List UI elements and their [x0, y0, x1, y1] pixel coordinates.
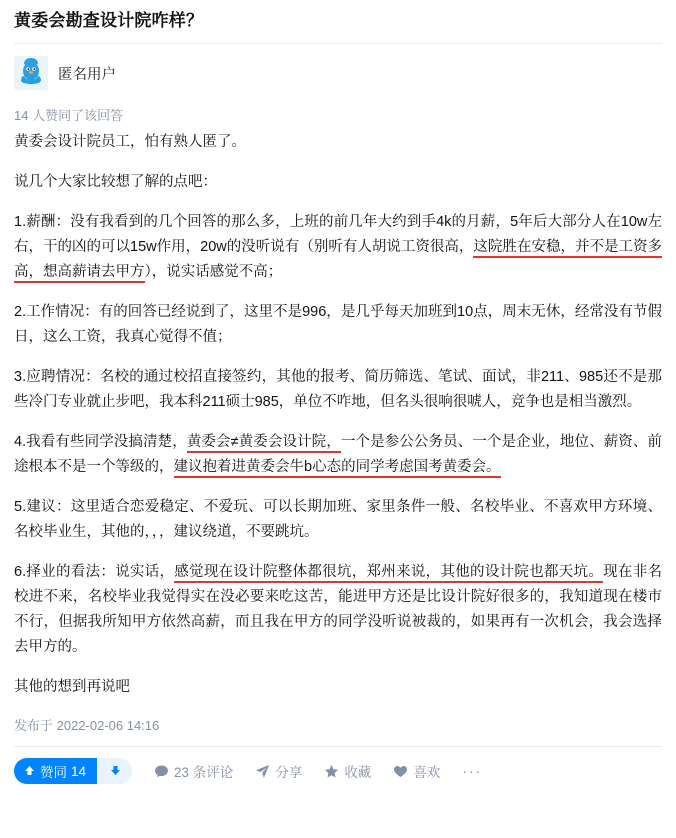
- more-options-button[interactable]: ···: [462, 763, 483, 779]
- answer-content: [14, 130, 662, 700]
- publish-time: 发布于 2022-02-06 14:16: [14, 718, 160, 733]
- paragraph: 黄委会设计院员工，怕有熟人匿了。: [14, 134, 246, 150]
- footer-divider: [14, 746, 662, 747]
- upvote-button[interactable]: [14, 758, 97, 784]
- page-title: 黄委会勘查设计院咋样？: [14, 11, 204, 30]
- paragraph: 5.建议：这里适合恋爱稳定、不爱玩、可以长期加班、家里条件一般、名校毕业、不喜欢甲方环境、名校毕业生，其他的，，，建议绕道，不要跳坑。: [14, 499, 662, 540]
- favorite-button[interactable]: [324, 761, 371, 781]
- highlight-underline: 建议抱着进黄委会牛b心态的同学考虑国考黄委会。: [174, 459, 501, 478]
- heart-icon: [393, 764, 408, 779]
- paragraph-salary: 1.薪酬：没有我看到的几个回答的那么多，上班的前几年大约到手4k的月薪，5年后大部分人在10w左右，干的凶的可以15w作用，20w的没听说有（别听有人胡说工资很高，这院胜在安稳，并不是工资多高，想高薪请去甲方），说实话感觉不高；: [14, 210, 662, 285]
- arrow-down-icon: [110, 764, 121, 779]
- author-name[interactable]: 匿名用户: [58, 66, 116, 83]
- paragraph: 3.应聘情况：名校的通过校招直接签约，其他的报考、简历筛选、笔试、面试，非211、985还不是那些冷门专业就止步吧，我本科211硕士985，单位不咋地，但名头很响很唬人，竞争也是相当激烈。: [14, 369, 662, 410]
- like-button[interactable]: [393, 761, 440, 781]
- favorite-label: 收藏: [344, 765, 372, 780]
- highlight-underline: 这院胜在安稳，并不是工资多高，想高薪请去甲方: [14, 239, 662, 283]
- vote-group: [14, 758, 132, 784]
- upvote-label: 赞同: [40, 765, 67, 780]
- title-divider: [14, 43, 662, 44]
- highlight-underline: 黄委会≠黄委会设计院，: [187, 434, 341, 453]
- share-icon: [255, 764, 270, 779]
- vote-summary: 14 人赞同了该回答: [14, 108, 124, 123]
- arrow-up-icon: [24, 764, 35, 779]
- downvote-button[interactable]: [98, 758, 132, 784]
- penguin-avatar-icon[interactable]: [14, 56, 48, 90]
- action-bar: [14, 757, 662, 785]
- like-label: 喜欢: [413, 765, 441, 780]
- paragraph-distinction: 4.我看有些同学没搞清楚，黄委会≠黄委会设计院，一个是参公公务员、一个是企业，地位、薪资、前途根本不是一个等级的，建议抱着进黄委会牛b心态的同学考虑国考黄委会。: [14, 430, 662, 480]
- comments-label: 23 条评论: [174, 765, 234, 780]
- highlight-underline: 感觉现在设计院整体都很坑，郑州来说，其他的设计院也都天坑。: [174, 564, 603, 583]
- comments-button[interactable]: [154, 761, 233, 781]
- paragraph-career: 6.择业的看法：说实话，感觉现在设计院整体都很坑，郑州来说，其他的设计院也都天坑。现在非名校进不来，名校毕业我觉得实在没必要来吃这苦，能进甲方还是比设计院好很多的，我知道现在楼市不行，但据我所知甲方依然高薪，而且我在甲方的同学没听说被裁的，如果再有一次机会，我会选择去甲方的。: [14, 564, 663, 655]
- share-label: 分享: [275, 765, 303, 780]
- comment-icon: [154, 764, 169, 779]
- star-icon: [324, 764, 339, 779]
- upvote-count: 14: [71, 763, 87, 779]
- share-button[interactable]: [255, 761, 302, 781]
- paragraph: 其他的想到再说吧: [14, 679, 130, 695]
- author-row: [14, 55, 662, 91]
- paragraph: 2.工作情况：有的回答已经说到了，这里不是996，是几乎每天加班到10点，周末无休，经常没有节假日，这么工资，我真心觉得不值；: [14, 304, 662, 345]
- paragraph: 说几个大家比较想了解的点吧：: [14, 174, 217, 190]
